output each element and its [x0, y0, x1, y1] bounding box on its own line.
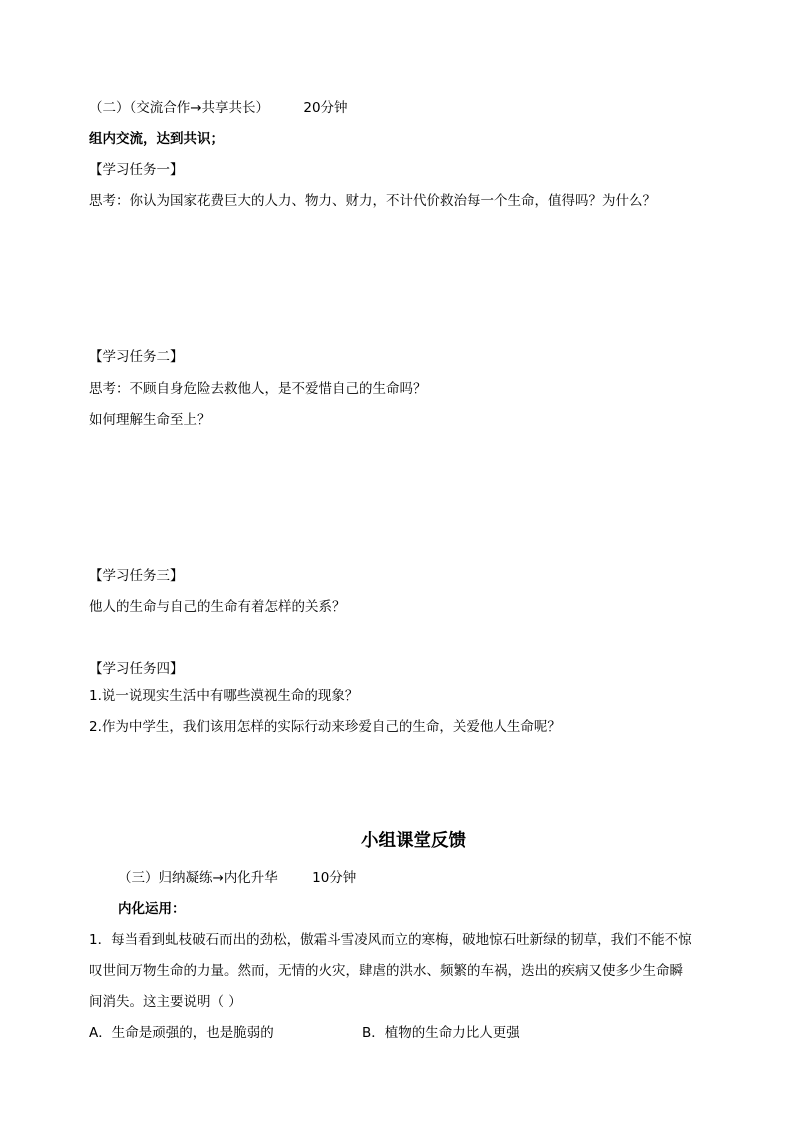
section2-time: 20分钟 [303, 100, 348, 116]
task4-label: 【学习任务四】 [89, 661, 184, 677]
section2-header [89, 99, 348, 117]
task2-question2: 如何理解生命至上？ [89, 412, 211, 428]
section3-title: （三）归纳凝练→内化升华 [118, 870, 278, 886]
task3-label: 【学习任务三】 [89, 568, 184, 584]
question1-line1: 1．每当看到虬枝破石而出的劲松，傲霜斗雪凌风而立的寒梅，破地惊石吐新绿的韧草，我们不能不惊 [89, 932, 692, 948]
section3-header [118, 869, 356, 887]
feedback-heading: 小组课堂反馈 [361, 831, 466, 851]
question1-line3: 间消失。这主要说明（ ） [89, 994, 242, 1010]
section2-title: （二）（交流合作→共享共长） [89, 100, 270, 116]
task1-label: 【学习任务一】 [89, 162, 184, 178]
task3-question: 他人的生命与自己的生命有着怎样的关系？ [89, 599, 346, 615]
section3-time: 10分钟 [312, 870, 357, 886]
task4-item2: 2.作为中学生，我们该用怎样的实际行动来珍爱自己的生命，关爱他人生命呢？ [89, 719, 561, 735]
task2-question1: 思考：不顾自身危险去救他人，是不爱惜自己的生命吗？ [89, 381, 427, 397]
question1-line2: 叹世间万物生命的力量。然而，无情的火灾，肆虐的洪水、频繁的车祸，迭出的疾病又使多少生命瞬 [89, 963, 683, 979]
task2-label: 【学习任务二】 [89, 349, 184, 365]
question1-option-a: A．生命是顽强的，也是脆弱的 [89, 1025, 274, 1041]
section3-subhead: 内化运用： [118, 901, 186, 917]
question1-option-b: B．植物的生命力比人更强 [362, 1025, 520, 1041]
section2-intro: 组内交流，达到共识； [89, 131, 224, 147]
task4-item1: 1.说一说现实生活中有哪些漠视生命的现象？ [89, 688, 359, 704]
task1-question: 思考：你认为国家花费巨大的人力、物力、财力，不计代价救治每一个生命，值得吗？为什么？ [89, 193, 656, 209]
